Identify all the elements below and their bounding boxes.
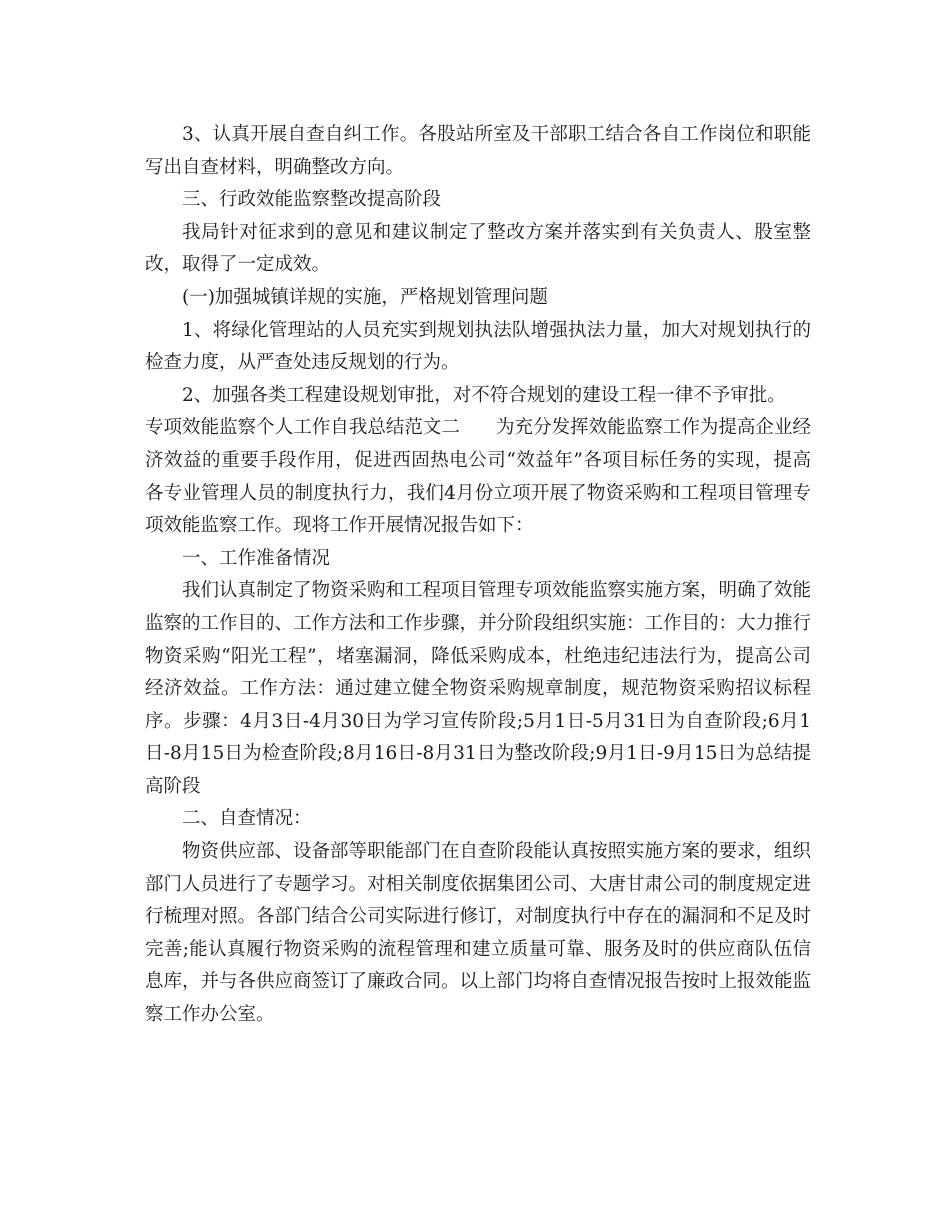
paragraph-preparation: 我们认真制定了物资采购和工程项目管理专项效能监察实施方案，明确了效能监察的工作目的、工作方法和工作步骤，并分阶段组织实施：工作目的：大力推行物资采购“阳光工程”，堵塞漏洞，降低采购成本，杜绝违纪违法行为，提高公司经济效益。工作方法：通过建立健全物资采购规章制度，规范物资采购招议标程序。步骤：4月3日-4月30日为学习宣传阶段;5月1日-5月31日为自查阶段;6月1日-8月15日为检查阶段;8月16日-8月31日为整改阶段;9月1日-9月15日为总结提高阶段 (145, 580, 812, 797)
paragraph-self-check: 物资供应部、设备部等职能部门在自查阶段能认真按照实施方案的要求，组织部门人员进行了专题学习。对相关制度依据集团公司、大唐甘肃公司的制度规定进行梳理对照。各部门结合公司实际进行修订，对制度执行中存在的漏洞和不足及时完善;能认真履行物资采购的流程管理和建立质量可靠、服务及时的供应商队伍信息库，并与各供应商签订了廉政合同。以上部门均将自查情况报告按时上报效能监察工作办公室。 (145, 841, 812, 1026)
heading-self-check: 二、自查情况： (182, 808, 312, 830)
paragraph-law-enforcement: 1、将绿化管理站的人员充实到规划执法队增强执法力量，加大对规划执行的检查力度，从严查处违反规划的行为。 (145, 319, 811, 374)
document-body (145, 119, 811, 1032)
paragraph-intro-text: 为充分发挥效能监察工作为提高企业经济效益的重要手段作用，促进西固热电公司“效益年”各项目标任务的实现，提高各专业管理人员的制度执行力，我们4月份立项开展了物资采购和工程项目管理专项效能监察工作。现将工作开展情况报告如下： (145, 417, 811, 537)
heading-urban-planning: (一)加强城镇详规的实施，严格规划管理问题 (182, 286, 548, 308)
paragraph-intro (145, 412, 811, 542)
section-title: 专项效能监察个人工作自我总结范文二 (145, 417, 460, 439)
paragraph-rectification-plan: 我局针对征求到的意见和建议制定了整改方案并落实到有关负责人、股室整改，取得了一定成效。 (145, 221, 811, 276)
heading-rectification-stage: 三、行政效能监察整改提高阶段 (182, 189, 442, 211)
paragraph-approval: 2、加强各类工程建设规划审批，对不符合规划的建设工程一律不予审批。 (182, 384, 786, 406)
paragraph-self-inspection: 3、认真开展自查自纠工作。各股站所室及干部职工结合各自工作岗位和职能写出自查材料，明确整改方向。 (145, 124, 811, 178)
heading-preparation: 一、工作准备情况 (182, 547, 331, 569)
